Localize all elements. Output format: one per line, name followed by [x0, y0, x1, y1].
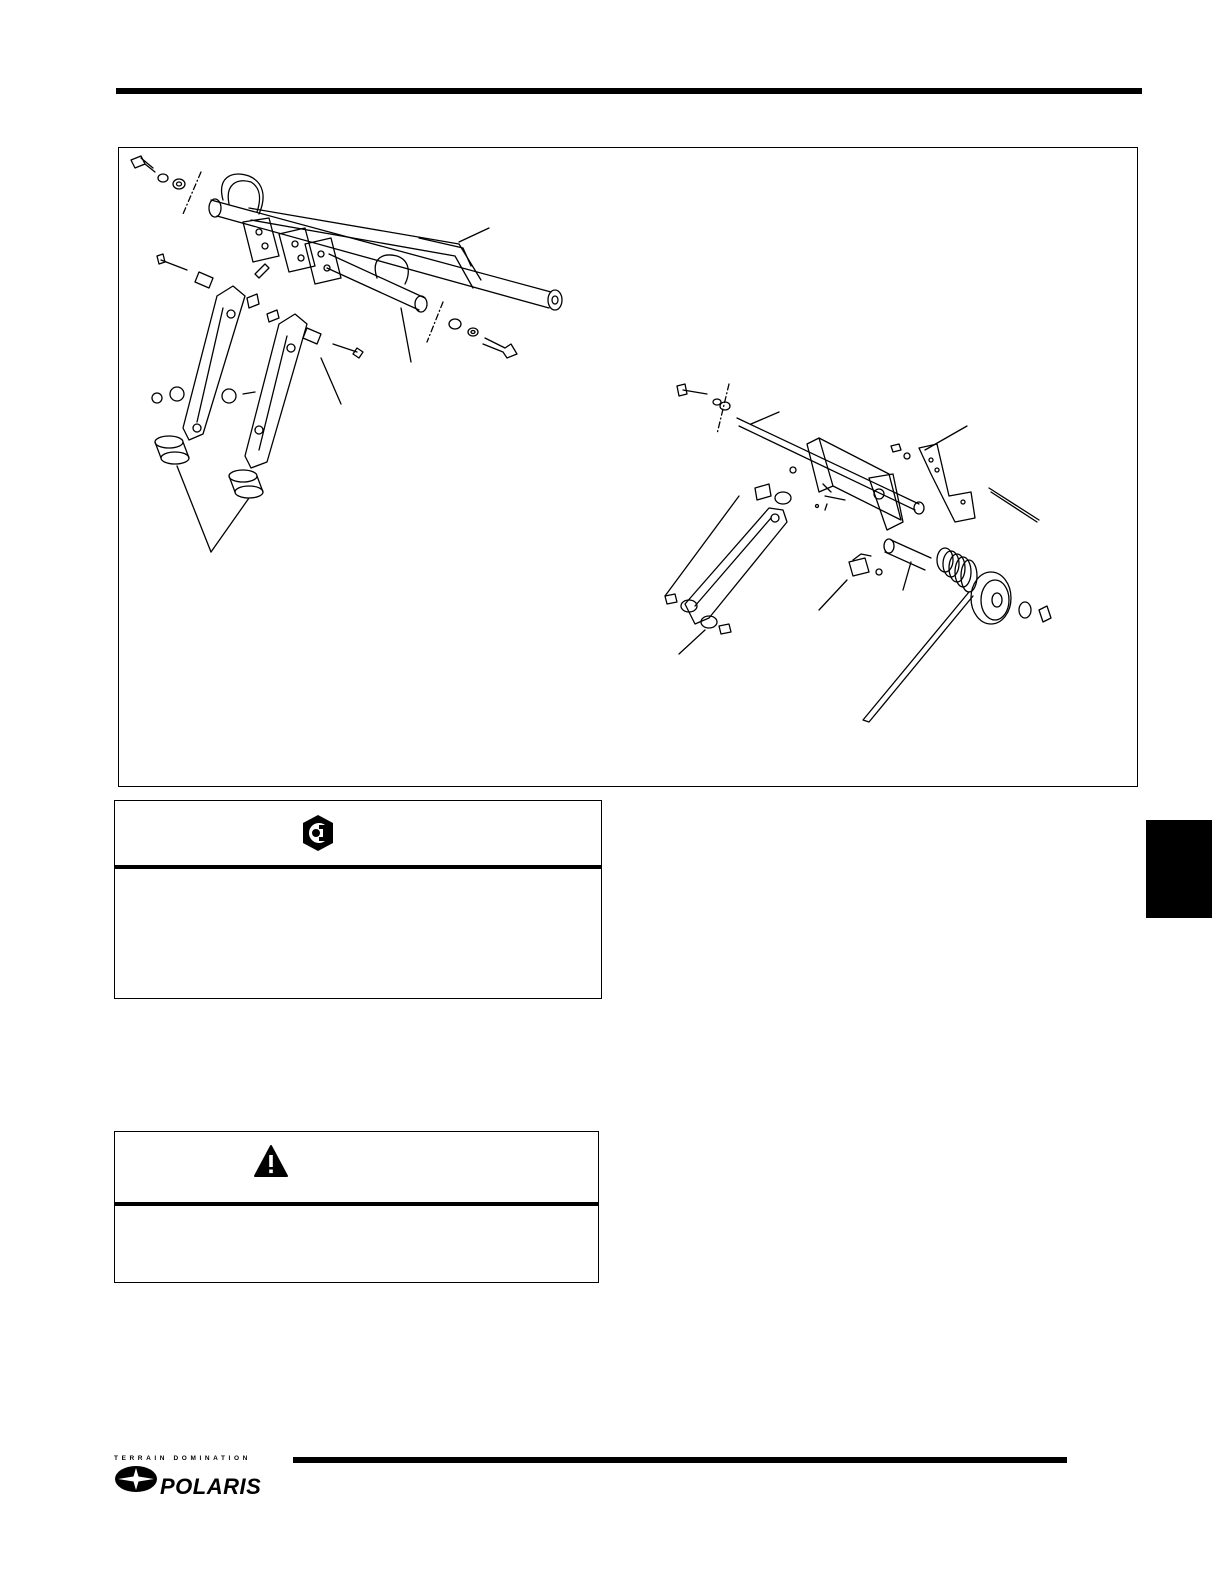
- link-arm-right: [245, 314, 307, 468]
- warning-triangle-icon: [253, 1144, 289, 1178]
- leader-rear-shaft: [751, 412, 779, 424]
- link-arm-left: [183, 286, 245, 440]
- tools-callout-box: [114, 800, 602, 999]
- leader-upper-bracket: [925, 426, 967, 450]
- leader-spring-sleeve: [903, 562, 911, 590]
- idler-bolt: [1039, 606, 1051, 622]
- rear-arm-bracket: [807, 438, 903, 530]
- bushing-1: [195, 272, 213, 288]
- idler-washer: [1019, 602, 1031, 618]
- rear-long-rod: [989, 488, 1039, 520]
- exploded-view-drawing: [119, 148, 1139, 788]
- warning-callout-header: [115, 1132, 598, 1202]
- front-spacer-upper: [173, 179, 185, 189]
- tools-callout-header: [115, 801, 601, 865]
- idler-wheel: [971, 572, 1011, 624]
- rear-ring: [876, 569, 882, 575]
- polaris-star-logo: [114, 1465, 158, 1493]
- rear-stop-block: [849, 554, 871, 576]
- rear-bushing-upper-2: [775, 492, 791, 504]
- nut-2: [267, 310, 279, 322]
- brand-block: [114, 1455, 290, 1497]
- leader-bushing-2: [321, 358, 341, 404]
- leader-stop-block: [819, 580, 847, 610]
- leader-lower-shaft: [401, 308, 411, 362]
- rear-link-arm: [685, 508, 787, 624]
- grease-fitting: [255, 264, 269, 278]
- small-bolt-2: [333, 344, 357, 352]
- rear-bushing-upper: [755, 484, 771, 500]
- exploded-view-figure: [118, 147, 1138, 787]
- front-lower-loop: [375, 255, 408, 284]
- polaris-logo: [114, 1465, 290, 1499]
- rear-washer-1: [713, 399, 721, 405]
- lower-nut-left: [152, 393, 162, 403]
- sleeve-bushing-left: [155, 436, 189, 464]
- front-washer-upper: [158, 174, 168, 182]
- lower-washer-left: [170, 387, 184, 401]
- leader-bushings-a: [177, 466, 211, 552]
- rear-small-bolt: [825, 496, 845, 500]
- lower-pin: [243, 392, 255, 394]
- wrench-icon: [299, 813, 337, 853]
- nut-1: [247, 294, 259, 308]
- rear-upper-bracket: [919, 444, 975, 522]
- front-bolt-lower: [483, 338, 517, 358]
- header-rule: [116, 88, 1142, 94]
- rear-washer-2: [720, 402, 730, 410]
- bushing-2: [303, 328, 321, 344]
- lower-washer-right: [222, 389, 236, 403]
- sleeve-bushing-right: [229, 470, 263, 498]
- leader-rear-bushings: [665, 496, 739, 596]
- footer-rule: [293, 1457, 1067, 1463]
- rear-washer-upper: [904, 453, 910, 459]
- front-cross-shaft: [209, 199, 562, 310]
- warning-callout-body: [115, 1206, 598, 1282]
- rear-nut: [790, 467, 796, 473]
- leader-rear-bushing-lower: [679, 630, 705, 654]
- front-bolt-upper: [131, 156, 155, 172]
- spring-sleeve: [884, 539, 931, 570]
- section-tab: [1146, 820, 1212, 918]
- brand-name: POLARIS: [160, 1474, 262, 1499]
- rear-nut-upper: [891, 444, 901, 452]
- front-washer-lower: [449, 319, 461, 329]
- brand-tagline: TERRAIN DOMINATION: [114, 1455, 251, 1462]
- tools-callout-body: [115, 869, 601, 998]
- rear-bushing-small: [665, 594, 677, 604]
- leader-arm-rail: [459, 228, 489, 242]
- leader-bushings-b: [211, 498, 249, 552]
- front-lower-shaft: [327, 254, 427, 312]
- warning-callout-box: [114, 1131, 599, 1283]
- rear-pin-lower: [719, 624, 731, 634]
